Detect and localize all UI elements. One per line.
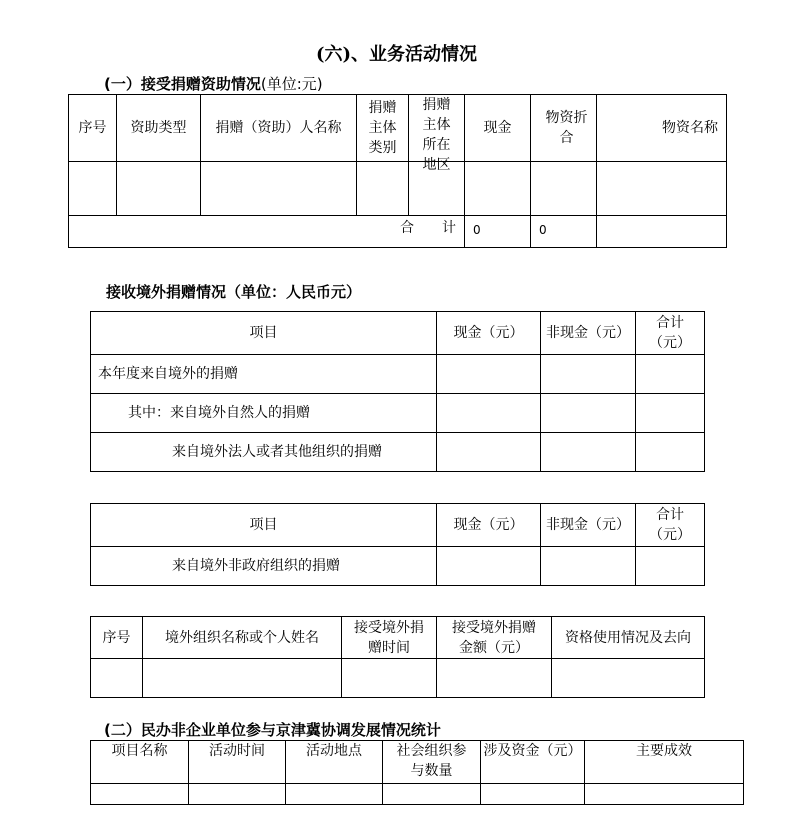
cell[interactable] — [383, 784, 481, 805]
foreign-donations-table — [90, 311, 705, 472]
foreign-donors-list-table — [90, 616, 705, 698]
cell[interactable] — [481, 784, 585, 805]
section-donations-unit: (单位:元) — [260, 75, 323, 93]
total-cash: 0 — [465, 216, 531, 248]
cell[interactable] — [69, 162, 117, 216]
cell[interactable] — [91, 784, 189, 805]
header-total: 合计（元） — [636, 312, 705, 355]
cell[interactable] — [636, 433, 705, 472]
header-total: 合计（元） — [636, 504, 705, 547]
header-org-count: 社会组织参与数量 — [383, 741, 481, 784]
row-label: 其中：来自境外自然人的捐赠 — [91, 394, 437, 433]
jjj-header-row — [91, 741, 744, 784]
cell[interactable] — [541, 394, 636, 433]
header-noncash: 非现金（元） — [541, 504, 636, 547]
donations-data-row — [69, 162, 727, 216]
cell[interactable] — [437, 659, 552, 698]
header-receive-time: 接受境外捐赠时间 — [342, 617, 437, 659]
cell[interactable] — [636, 547, 705, 586]
header-seq: 序号 — [69, 95, 117, 162]
cell[interactable] — [597, 216, 727, 248]
foreign-row — [91, 433, 705, 472]
cell[interactable] — [541, 547, 636, 586]
foreign-header-row — [91, 312, 705, 355]
header-noncash: 非现金（元） — [541, 312, 636, 355]
cell[interactable] — [437, 547, 541, 586]
cell[interactable] — [189, 784, 286, 805]
header-type: 资助类型 — [117, 95, 201, 162]
ngo-row — [91, 547, 705, 586]
section-donations-title-text: (一）接受捐赠资助情况 — [104, 75, 261, 93]
section-foreign-title: 接收境外捐赠情况（单位：人民币元） — [106, 283, 362, 301]
cell[interactable] — [552, 659, 705, 698]
donors-header-row — [91, 617, 705, 659]
total-goods-value: 0 — [531, 216, 597, 248]
donors-data-row — [91, 659, 705, 698]
donations-table — [68, 94, 727, 248]
header-goods-name: 物资名称 — [597, 95, 727, 162]
cell[interactable] — [91, 659, 143, 698]
header-donor-name: 境外组织名称或个人姓名 — [143, 617, 342, 659]
cell[interactable] — [636, 355, 705, 394]
cell[interactable] — [437, 355, 541, 394]
cell[interactable] — [286, 784, 383, 805]
cell[interactable] — [541, 355, 636, 394]
cell[interactable] — [117, 162, 201, 216]
header-donor-name: 捐赠（资助）人名称 — [201, 95, 357, 162]
cell[interactable] — [597, 162, 727, 216]
header-cash: 现金（元） — [437, 312, 541, 355]
cell[interactable] — [531, 162, 597, 216]
ngo-header-row — [91, 504, 705, 547]
foreign-row — [91, 355, 705, 394]
row-label: 本年度来自境外的捐赠 — [91, 355, 437, 394]
header-cash: 现金 — [465, 95, 531, 162]
section-donations-title — [104, 73, 323, 94]
row-label: 来自境外法人或者其他组织的捐赠 — [91, 433, 437, 472]
cell[interactable] — [636, 394, 705, 433]
header-cash: 现金（元） — [437, 504, 541, 547]
header-activity-place: 活动地点 — [286, 741, 383, 784]
header-usage: 资格使用情况及去向 — [552, 617, 705, 659]
donations-total-row — [69, 216, 727, 248]
header-receive-amount: 接受境外捐赠金额（元） — [437, 617, 552, 659]
foreign-ngo-table — [90, 503, 705, 586]
header-item: 项目 — [91, 312, 437, 355]
cell[interactable] — [437, 394, 541, 433]
header-donor-category: 捐赠主体类别 — [357, 95, 409, 162]
header-activity-time: 活动时间 — [189, 741, 286, 784]
jjj-table — [90, 740, 744, 805]
header-funds: 涉及资金（元） — [481, 741, 585, 784]
header-seq: 序号 — [91, 617, 143, 659]
header-donor-location-cell — [409, 95, 465, 173]
cell[interactable] — [201, 162, 357, 216]
row-label: 来自境外非政府组织的捐赠 — [91, 547, 437, 586]
cell[interactable] — [342, 659, 437, 698]
header-item: 项目 — [91, 504, 437, 547]
cell[interactable] — [357, 162, 409, 216]
donations-header-row — [69, 95, 727, 162]
header-donor-location: 捐赠主体所在地区 — [422, 97, 451, 173]
cell[interactable] — [437, 433, 541, 472]
header-goods-value: 物资折合 — [531, 95, 597, 162]
foreign-row — [91, 394, 705, 433]
jjj-data-row — [91, 784, 744, 805]
page-title: (六)、业务活动情况 — [315, 44, 478, 65]
header-project-name: 项目名称 — [91, 741, 189, 784]
cell[interactable] — [585, 784, 744, 805]
cell[interactable] — [143, 659, 342, 698]
cell[interactable] — [541, 433, 636, 472]
cell[interactable] — [465, 162, 531, 216]
section-jjj-title: (二）民办非企业单位参与京津冀协调发展情况统计 — [104, 721, 441, 739]
total-label: 合 计 — [69, 216, 465, 248]
header-results: 主要成效 — [585, 741, 744, 784]
